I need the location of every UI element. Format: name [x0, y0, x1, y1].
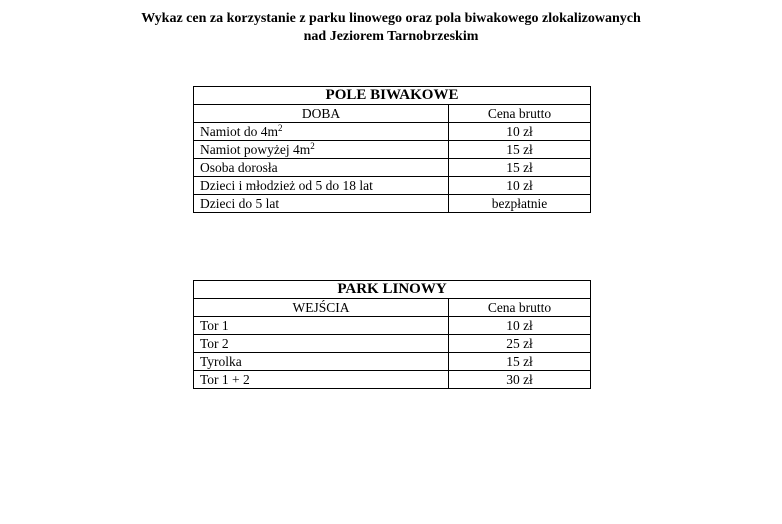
table-row — [194, 159, 591, 177]
row-name-text: Namiot do 4m — [200, 124, 278, 139]
row-price-cell: 30 zł — [449, 371, 591, 389]
document-title-line-2: nad Jeziorem Tarnobrzeskim — [303, 29, 479, 44]
table-row — [194, 353, 591, 371]
row-name-cell: Tyrolka — [194, 353, 449, 371]
row-name-cell — [194, 141, 449, 159]
document-title — [0, 10, 782, 46]
row-name-cell: Tor 2 — [194, 335, 449, 353]
rope-park-col-price-header: Cena brutto — [449, 299, 591, 317]
table-row — [194, 123, 591, 141]
table-row — [194, 317, 591, 335]
table-title-row — [194, 87, 591, 105]
row-name-cell: Osoba dorosła — [194, 159, 449, 177]
row-price-cell: 15 zł — [449, 159, 591, 177]
row-price-cell: 10 zł — [449, 177, 591, 195]
table-header-row — [194, 299, 591, 317]
rope-park-price-table — [193, 280, 591, 389]
row-price-cell: 15 zł — [449, 353, 591, 371]
row-price-cell: 10 zł — [449, 123, 591, 141]
row-price-cell: 10 zł — [449, 317, 591, 335]
table-row — [194, 177, 591, 195]
table-title-row — [194, 281, 591, 299]
row-price-cell: bezpłatnie — [449, 195, 591, 213]
table-header-row — [194, 105, 591, 123]
rope-park-col-name-header: WEJŚCIA — [194, 299, 449, 317]
table-row — [194, 371, 591, 389]
camping-col-price-header: Cena brutto — [449, 105, 591, 123]
camping-col-name-header: DOBA — [194, 105, 449, 123]
table-row — [194, 195, 591, 213]
row-name-cell: Tor 1 — [194, 317, 449, 335]
document-title-line-1: Wykaz cen za korzystanie z parku linowego oraz pola biwakowego zlokalizowanych — [141, 11, 641, 26]
camping-table-title: POLE BIWAKOWE — [194, 87, 591, 105]
rope-park-table-title: PARK LINOWY — [194, 281, 591, 299]
unit-superscript: 2 — [310, 141, 315, 151]
table-row — [194, 141, 591, 159]
row-name-cell — [194, 123, 449, 141]
row-name-cell: Dzieci i młodzież od 5 do 18 lat — [194, 177, 449, 195]
table-row — [194, 335, 591, 353]
row-name-text: Namiot powyżej 4m — [200, 142, 311, 157]
unit-superscript: 2 — [278, 123, 283, 133]
row-price-cell: 25 zł — [449, 335, 591, 353]
row-name-cell: Dzieci do 5 lat — [194, 195, 449, 213]
camping-price-table — [193, 86, 591, 213]
row-name-cell: Tor 1 + 2 — [194, 371, 449, 389]
row-price-cell: 15 zł — [449, 141, 591, 159]
